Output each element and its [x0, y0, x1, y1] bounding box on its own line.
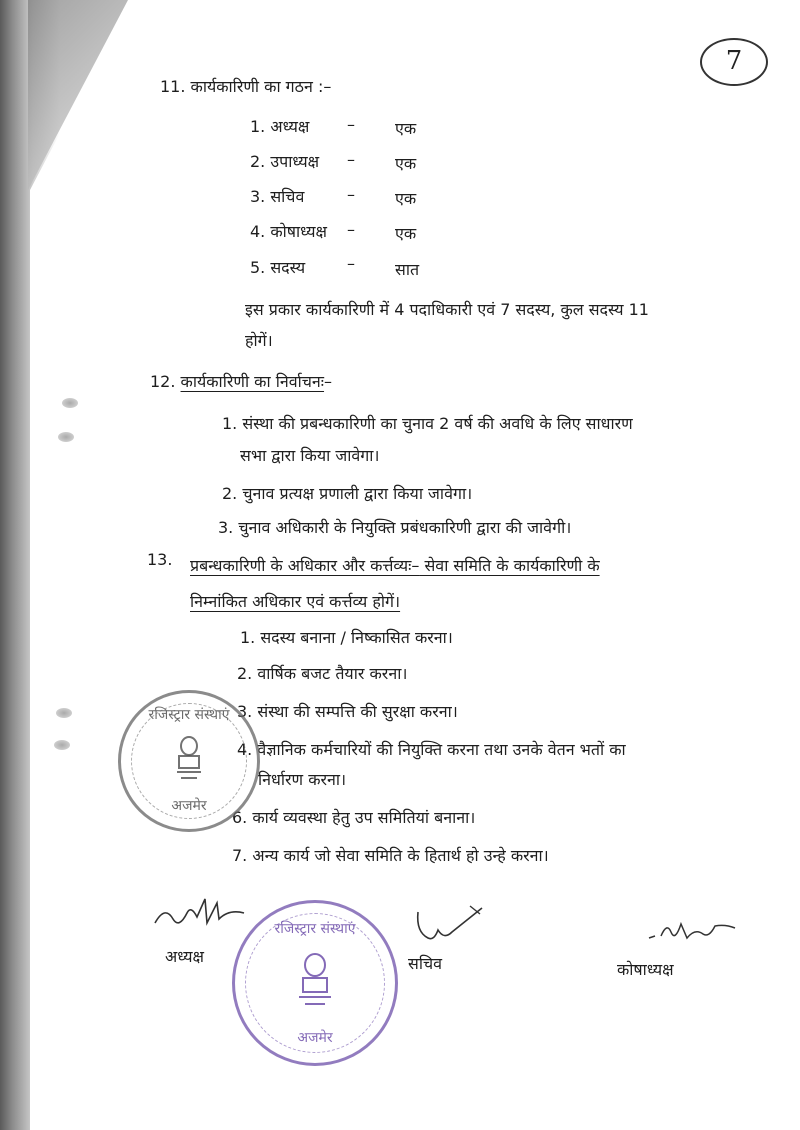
treasurer-label: कोषाध्यक्ष	[617, 960, 674, 979]
office-row-label: 2. उपाध्यक्ष	[250, 152, 320, 171]
office-row-dash: –	[347, 115, 355, 134]
section-11-summary: इस प्रकार कार्यकारिणी में 4 पदाधिकारी एवं 7 सदस्य, कुल सदस्य 11	[245, 300, 649, 319]
page-number: 7	[700, 38, 768, 86]
duty-item: 2. वार्षिक बजट तैयार करना।	[237, 664, 408, 683]
stamp-top-text: रजिस्ट्रार संस्थाएं	[148, 707, 230, 723]
office-row-dash: –	[347, 220, 355, 239]
office-row-dash: –	[347, 254, 355, 273]
election-item: 1. संस्था की प्रबन्धकारिणी का चुनाव 2 वर्ष की अवधि के लिए साधारण	[222, 414, 633, 433]
office-row-value: सात	[395, 260, 420, 279]
president-label: अध्यक्ष	[165, 947, 204, 966]
section-12-title: कार्यकारिणी का निर्वाचनः	[180, 372, 325, 391]
office-row-dash: –	[347, 150, 355, 169]
punch-hole	[56, 708, 72, 718]
office-row-label: 4. कोषाध्यक्ष	[250, 222, 327, 241]
section-13-title-line2: निम्नांकित अधिकार एवं कर्त्तव्य होगें।	[190, 592, 401, 611]
registrar-seal-stamp	[118, 690, 260, 832]
election-item-cont: सभा द्वारा किया जावेगा।	[240, 446, 380, 465]
section-11-summary-end: होगें।	[245, 331, 273, 350]
section-13-title-rest: सेवा समिति के कार्यकारिणी के	[419, 556, 600, 575]
duty-item: 1. सदस्य बनाना / निष्कासित करना।	[240, 628, 453, 647]
section-12-heading	[150, 370, 332, 392]
section-number: 12.	[150, 372, 176, 391]
office-row-value: एक	[395, 119, 417, 138]
scan-fold-shadow	[28, 0, 138, 200]
duty-item-cont: निर्धारण करना।	[258, 770, 347, 789]
punch-hole	[54, 740, 70, 750]
duty-item: 3. संस्था की सम्पत्ति की सुरक्षा करना।	[237, 702, 458, 721]
section-11-title: 11. कार्यकारिणी का गठन :–	[160, 77, 332, 96]
stamp-top-text: रजिस्ट्रार संस्थाएं	[274, 921, 356, 937]
stamp-bottom-text: अजमेर	[297, 1030, 333, 1046]
election-item: 3. चुनाव अधिकारी के नियुक्ति प्रबंधकारिणी द्वारा की जावेगी।	[218, 518, 572, 537]
stamp-bottom-text: अजमेर	[171, 798, 207, 814]
office-row-label: 5. सदस्य	[250, 258, 306, 277]
election-item: 2. चुनाव प्रत्यक्ष प्रणाली द्वारा किया जावेगा।	[222, 484, 473, 503]
office-row-dash: –	[347, 185, 355, 204]
office-row-value: एक	[395, 224, 417, 243]
punch-hole	[58, 432, 74, 442]
section-13-title-main: प्रबन्धकारिणी के अधिकार और कर्त्तव्यः–	[190, 556, 420, 575]
punch-hole	[62, 398, 78, 408]
section-13-number: 13.	[147, 550, 173, 569]
office-row-value: एक	[395, 189, 417, 208]
registrar-seal-stamp	[232, 900, 398, 1066]
office-row-label: 1. अध्यक्ष	[250, 117, 310, 136]
ashoka-emblem-icon	[291, 951, 339, 1015]
section-13-title	[190, 554, 600, 576]
treasurer-signature	[645, 910, 765, 954]
ashoka-emblem-icon	[169, 734, 209, 788]
duty-item: 4. वैज्ञानिक कर्मचारियों की नियुक्ति करना तथा उनके वेतन भतों का	[237, 740, 626, 759]
office-row-label: 3. सचिव	[250, 187, 305, 206]
duty-item: 6. कार्य व्यवस्था हेतु उप समितियां बनाना।	[232, 808, 476, 827]
secretary-label: सचिव	[408, 954, 443, 973]
duty-item: 7. अन्य कार्य जो सेवा समिति के हितार्थ हो उन्हे करना।	[232, 846, 549, 865]
title-dash: –	[324, 372, 333, 391]
secretary-signature	[410, 900, 500, 954]
office-row-value: एक	[395, 154, 417, 173]
